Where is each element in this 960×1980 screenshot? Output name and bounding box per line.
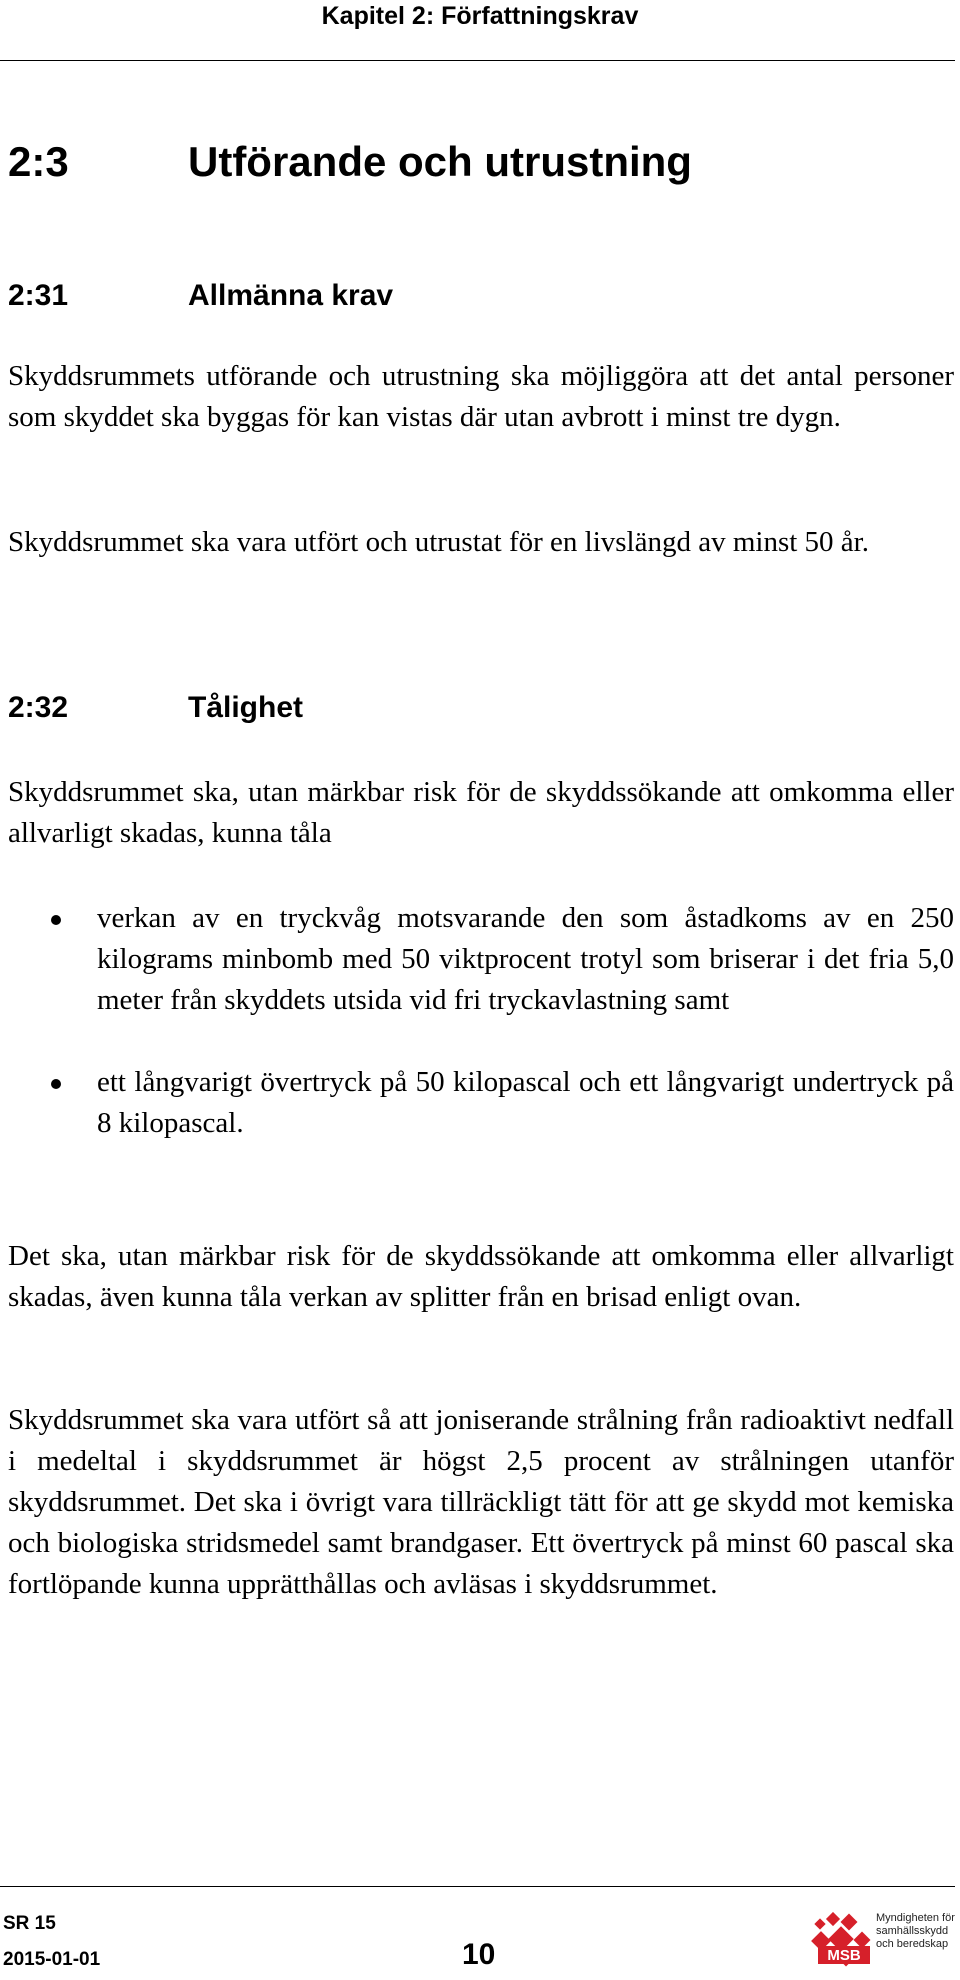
paragraph-232-radiation: Skyddsrummet ska vara utfört så att joniserande strålning från radioaktivt nedfall i medeltal i skyddsrummet är högst 2,5 procent av strålningen utanför skyddsrummet. Det ska i övrigt vara tillräckligt tätt för att ge skydd mot kemiska och biologiska stridsmedel samt brandgaser. Ett övertryck på minst 60 pascal ska fortlöpande kunna upprätthållas och avläsas i skyddsrummet. bbox=[8, 1404, 954, 1600]
document-code: SR 15 bbox=[3, 1913, 56, 1934]
list-item-text: verkan av en tryckvåg motsvarande den som åstadkoms av en 250 kilograms minbomb med 50 viktprocent trotyl som briserar i det fria 5,0 meter från skyddets utsida vid fri tryckavlastning samt bbox=[97, 902, 954, 1016]
msb-logo bbox=[810, 1912, 958, 1974]
list-item bbox=[8, 898, 954, 1021]
section-number: 2:3 bbox=[8, 138, 69, 185]
paragraph-232-intro: Skyddsrummet ska, utan märkbar risk för de skyddssökande att omkomma eller allvarligt skadas, kunna tåla bbox=[8, 776, 954, 849]
list-item-text: ett långvarigt övertryck på 50 kilopascal och ett långvarigt undertryck på 8 kilopascal. bbox=[97, 1066, 954, 1139]
running-title: Kapitel 2: Författningskrav bbox=[321, 2, 639, 30]
bullet-icon bbox=[51, 1079, 61, 1089]
requirement-list bbox=[8, 898, 954, 1144]
paragraph-231-2: Skyddsrummet ska vara utfört och utrustat för en livslängd av minst 50 år. bbox=[8, 526, 869, 558]
subsection-number-232: 2:32 bbox=[8, 691, 69, 724]
paragraph-231-1: Skyddsrummets utförande och utrustning ska möjliggöra att det antal personer som skyddet ska byggas för kan vistas där utan avbrott i minst tre dygn. bbox=[8, 360, 954, 433]
page-header bbox=[0, 0, 960, 56]
header-rule bbox=[0, 60, 955, 61]
section-title: Utförande och utrustning bbox=[188, 138, 692, 185]
subsection-title-231: Allmänna krav bbox=[188, 279, 394, 312]
msb-logo-icon bbox=[810, 1912, 874, 1974]
subsection-title-232: Tålighet bbox=[188, 691, 304, 724]
list-item bbox=[8, 1062, 954, 1144]
svg-text:MSB: MSB bbox=[827, 1947, 861, 1964]
subsection-number-231: 2:31 bbox=[8, 279, 69, 312]
footer-rule bbox=[0, 1886, 955, 1887]
paragraph-232-splinter: Det ska, utan märkbar risk för de skyddssökande att omkomma eller allvarligt skadas, även kunna tåla verkan av splitter från en brisad enligt ovan. bbox=[8, 1240, 954, 1313]
msb-logo-caption: Myndigheten för samhällsskydd och beredskap bbox=[876, 1912, 955, 1950]
bullet-icon bbox=[51, 915, 61, 925]
document-date: 2015-01-01 bbox=[3, 1949, 101, 1970]
page-number: 10 bbox=[462, 1938, 496, 1971]
